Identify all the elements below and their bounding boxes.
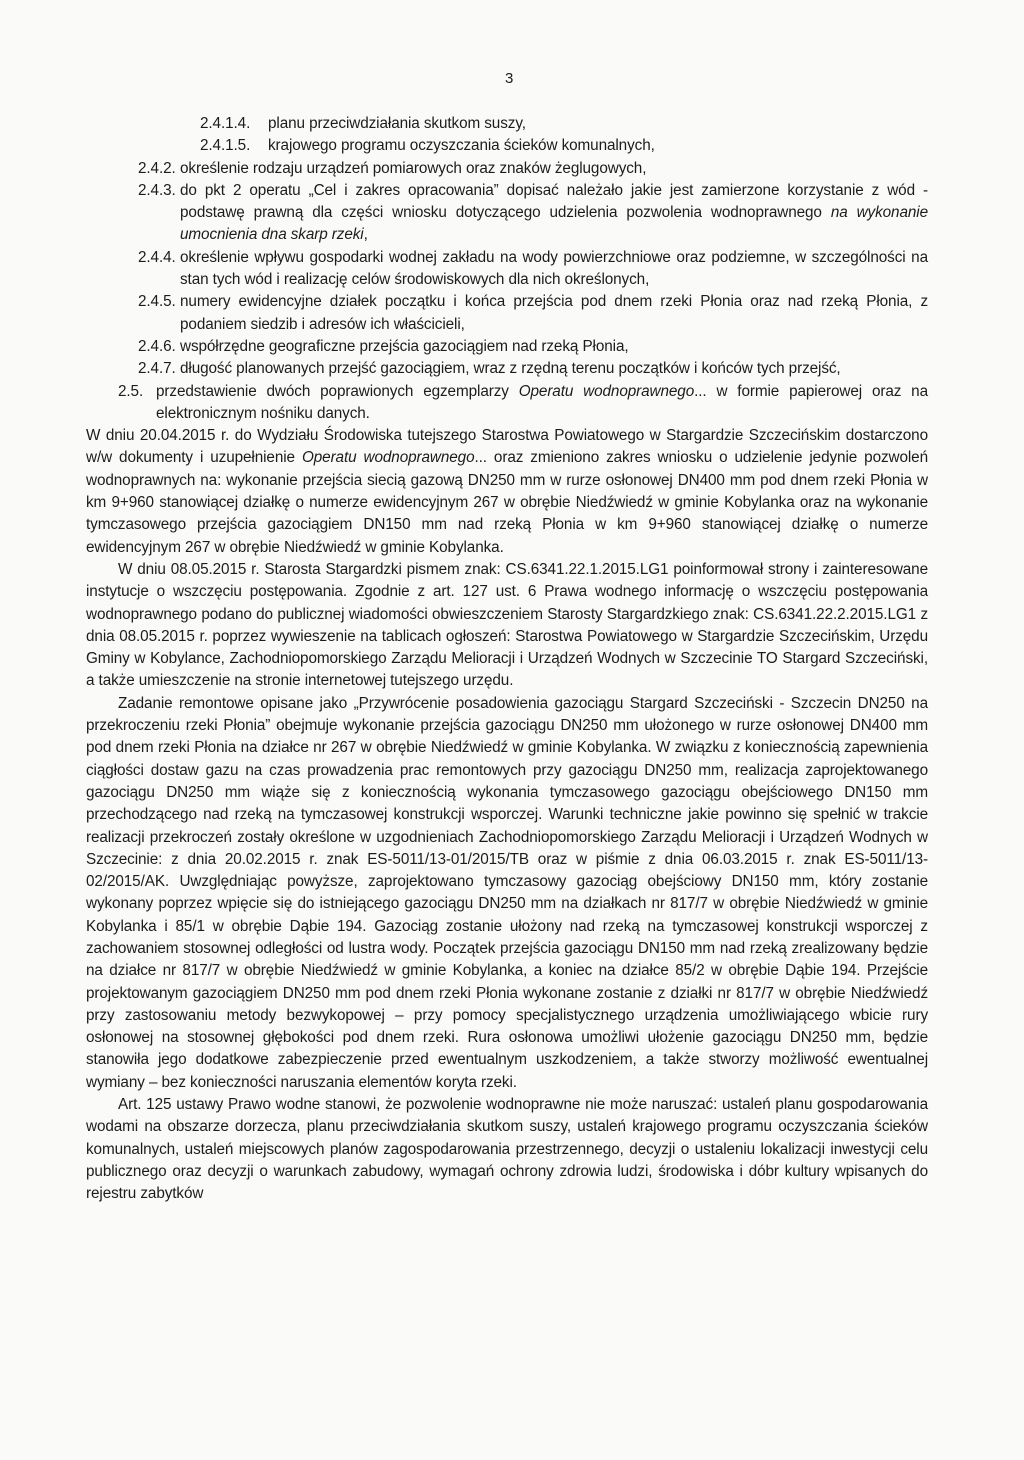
list-item	[118, 381, 928, 426]
list-text	[180, 180, 928, 247]
list-number: 2.4.4.	[138, 248, 176, 266]
paragraph-text: ... oraz zmieniono zakres wniosku o udzielenie jedynie pozwoleń wodnoprawnych na: wykonanie przejścia siecią gazową DN250 mm w rurze osłonowej DN400 mm pod dnem rzeki Płonia w km 9+960 stanowiącej działkę o numerze ewidencyjnym 267 w obrębie Niedźwiedź w gminie Kobylanka oraz na wykonanie tymczasowego przejścia gazociągiem DN150 mm nad rzeką Płonia w km 9+960 stanowiącej działkę o numerze ewidencyjnym 267 w obrębie Niedźwiedź w gminie Kobylanka.	[86, 449, 928, 556]
list-text-part: przedstawienie dwóch poprawionych egzemplarzy	[156, 382, 519, 400]
list-text-part: ... w formie papierowej oraz na elektronicznym nośniku danych.	[156, 382, 928, 422]
document-body	[86, 113, 928, 1206]
list-number: 2.4.1.5.	[200, 137, 251, 155]
paragraph-italic: Operatu wodnoprawnego	[301, 449, 475, 467]
list-text	[156, 381, 928, 426]
list-item	[118, 113, 928, 135]
paragraph	[86, 425, 928, 559]
list-item	[118, 135, 928, 157]
paragraph: W dniu 08.05.2015 r. Starosta Stargardzki pismem znak: CS.6341.22.1.2015.LG1 poinformował strony i zainteresowane instytucje o wszczęciu postępowania. Zgodnie z art. 127 ust. 6 Prawa wodnego informację o wszczęciu postępowania wodnoprawnego podano do publicznej wiadomości obwieszczeniem Starosty Stargardzkiego znak: CS.6341.22.2.2015.LG1 z dnia 08.05.2015 r. poprzez wywieszenie na tablicach ogłoszeń: Starostwa Powiatowego w Stargardzie Szczecińskim, Urzędu Gminy w Kobylance, Zachodniopomorskiego Zarządu Melioracji i Urządzeń Wodnych w Szczecinie TO Stargard Szczeciński, a także umieszczenie na stronie internetowej tutejszego urzędu.	[86, 560, 928, 690]
list-text-part: do pkt 2 operatu „Cel i zakres opracowania” dopisać należało jakie jest zamierzone korzystanie z wód - podstawę prawną dla części wniosku dotyczącego udzielenia pozwolenia wodnoprawnego	[180, 181, 928, 222]
paragraph: Zadanie remontowe opisane jako „Przywrócenie posadowienia gazociągu Stargard Szczeciński - Szczecin DN250 na przekroczeniu rzeki Płonia” obejmuje wykonanie przejścia gazociągu DN250 mm ułożonego w rurze osłonowej DN400 mm pod dnem rzeki Płonia na działce nr 267 w obrębie Niedźwiedź w gminie Kobylanka. W związku z koniecznością zapewnienia ciągłości dostaw gazu na czas prowadzenia prac remontowych przy gazociągu DN250 mm, realizacja zaprojektowanego gazociągu DN250 mm wiąże się z koniecznością wykonania tymczasowego gazociągu obejściowego DN150 mm przechodzącego nad rzeką na tymczasowej konstrukcji wsporczej. Warunki techniczne jakie powinno się spełnić w trakcie realizacji przekroczeń zostały określone w uzgodnieniach Zachodniopomorskiego Zarządu Melioracji i Urządzeń Wodnych w Szczecinie: z dnia 20.02.2015 r. znak ES-5011/13-01/2015/TB oraz w piśmie z dnia 06.03.2015 r. znak ES-5011/13-02/2015/AK. Uwzględniając powyższe, zaprojektowano tymczasowy gazociąg obejściowy DN150 mm, który zostanie wykonany poprzez wpięcie się do istniejącego gazociągu DN250 mm na działkach nr 817/7 w obrębie Niedźwiedź w gminie Kobylanka i 85/1 w obrębie Dąbie 194. Gazociąg zostanie ułożony nad rzeką na tymczasowej konstrukcji wsporczej z zachowaniem stosownej odległości od lustra wody. Początek przejścia gazociągu DN150 mm nad rzeką zrealizowany będzie na działce nr 817/7 w obrębie Niedźwiedź w gminie Kobylanka, a koniec na działce 85/2 w obrębie Dąbie 194. Przejście projektowanym gazociągiem DN250 mm pod dnem rzeki Płonia wykonane zostanie z działki nr 817/7 w obrębie Niedźwiedź przy zastosowaniu metody bezwykopowej – przy pomocy specjalistycznego urządzenia umożliwiającego wbicie rury osłonowej na stosownej głębokości pod dnem rzeki. Rura osłonowa umożliwi ułożenie gazociągu DN250 mm, będzie stanowiła jego dodatkowe zabezpieczenie przed ewentualnym uszkodzeniem, a także stworzy możliwość ewentualnej wymiany – bez konieczności naruszania elementów koryta rzeki.	[86, 694, 928, 1091]
list-number: 2.4.1.4.	[200, 115, 251, 132]
list-number: 2.4.6.	[138, 337, 176, 355]
list-text: określenie wpływu gospodarki wodnej zakładu na wody powierzchniowe oraz podziemne, w szczególności na stan tych wód i realizację celów środowiskowych dla nich określonych,	[180, 248, 928, 289]
list-text: określenie rodzaju urządzeń pomiarowych oraz znaków żeglugowych,	[180, 159, 647, 177]
list-text: numery ewidencyjne działek początku i końca przejścia pod dnem rzeki Płonia oraz nad rzeką Płonia, z podaniem siedzib i adresów ich właścicieli,	[180, 293, 928, 333]
list-text-italic: Operatu wodnoprawnego	[518, 382, 695, 400]
list-item	[118, 291, 928, 336]
page-number: 3	[505, 70, 514, 87]
list-number: 2.4.3.	[138, 181, 176, 199]
list-number: 2.4.7.	[138, 360, 176, 378]
list-number: 2.5.	[118, 382, 144, 400]
list-item	[118, 158, 928, 180]
list-text: krajowego programu oczyszczania ścieków komunalnych,	[268, 137, 655, 155]
list-text: współrzędne geograficzne przejścia gazociągiem nad rzeką Płonia,	[180, 337, 629, 355]
list-text-italic: na wykonanie umocnienia dna skarp rzeki	[180, 204, 928, 244]
paragraph-text: W dniu 20.04.2015 r. do Wydziału Środowiska tutejszego Starostwa Powiatowego w Stargardzie Szczecińskim dostarczono w/w dokumenty i uzupełnienie	[86, 427, 928, 467]
list-item	[118, 336, 928, 358]
list-item	[118, 180, 928, 247]
list-text: długość planowanych przejść gazociągiem, wraz z rzędną terenu początków i końców tych przejść,	[180, 360, 841, 378]
list-item	[118, 247, 928, 292]
list-item	[118, 358, 928, 380]
list-number: 2.4.5.	[138, 293, 176, 311]
list-number: 2.4.2.	[138, 159, 176, 177]
list-text: planu przeciwdziałania skutkom suszy,	[268, 115, 526, 132]
list-text-part: ,	[363, 226, 368, 244]
paragraph: Art. 125 ustawy Prawo wodne stanowi, że pozwolenie wodnoprawne nie może naruszać: ustaleń planu gospodarowania wodami na obszarze dorzecza, planu przeciwdziałania skutkom suszy, ustaleń krajowego programu oczyszczania ścieków komunalnych, ustaleń miejscowych planów zagospodarowania przestrzennego, decyzji o ustaleniu lokalizacji inwestycji celu publicznego oraz decyzji o warunkach zabudowy, wymagań ochrony zdrowia ludzi, środowiska i dóbr kultury wpisanych do rejestru zabytków	[86, 1096, 928, 1203]
